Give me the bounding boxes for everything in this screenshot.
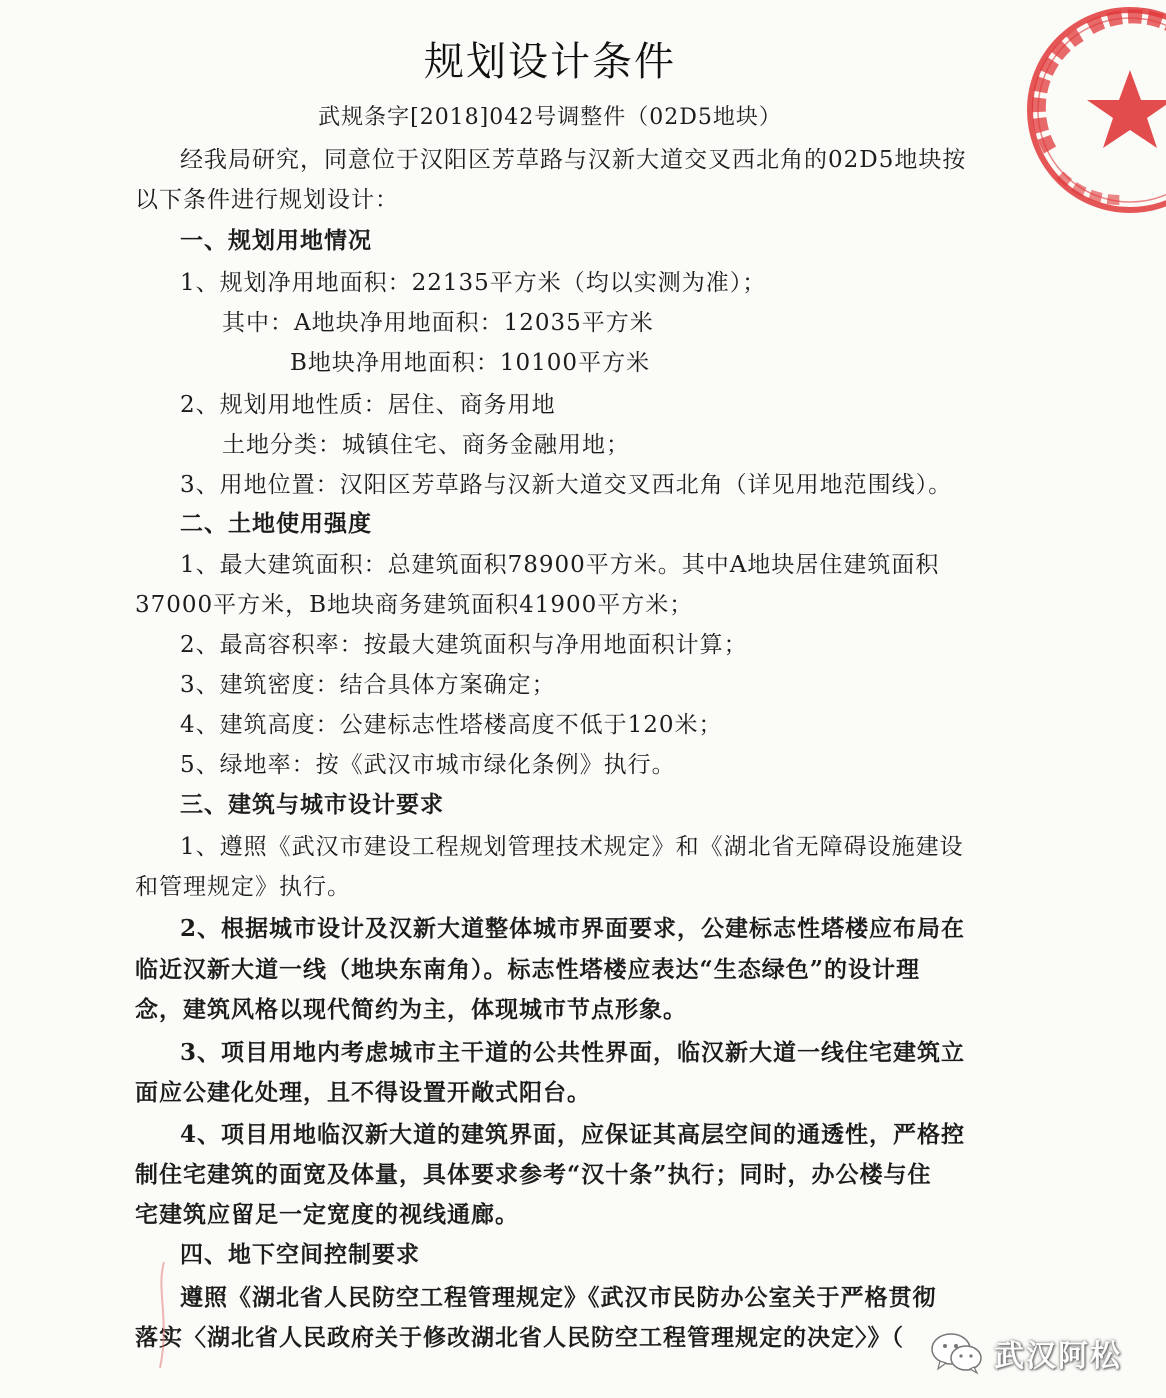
body-line: 4、建筑高度：公建标志性塔楼高度不低于120米； (180, 712, 723, 738)
body-line: 土地分类：城镇住宅、商务金融用地； (222, 432, 630, 458)
body-line: 遵照《湖北省人民防空工程管理规定》《武汉市民防办公室关于严格贯彻 (180, 1284, 937, 1311)
body-line: B地块净用地面积：10100平方米 (290, 350, 651, 376)
body-line: 2、根据城市设计及汉新大道整体城市界面要求，公建标志性塔楼应布局在 (180, 915, 966, 942)
wechat-icon (930, 1331, 984, 1375)
body-line: 和管理规定》执行。 (135, 874, 351, 900)
body-line: 制住宅建筑的面宽及体量，具体要求参考“汉十条”执行；同时，办公楼与住 (135, 1161, 932, 1188)
body-line: 3、项目用地内考虑城市主干道的公共性界面，临汉新大道一线住宅建筑立 (180, 1039, 966, 1066)
body-line: 1、最大建筑面积：总建筑面积78900平方米。其中A地块居住建筑面积 (180, 552, 940, 578)
watermark-text: 武汉阿松 (994, 1338, 1122, 1374)
body-line: 面应公建化处理，且不得设置开敞式阳台。 (135, 1079, 591, 1106)
official-seal-icon (1020, 0, 1166, 220)
body-line: 其中：A地块净用地面积：12035平方米 (222, 310, 654, 336)
section-heading: 二、土地使用强度 (180, 511, 372, 537)
ink-mark-icon (150, 1260, 174, 1370)
body-line: 37000平方米，B地块商务建筑面积41900平方米； (135, 592, 694, 618)
body-line: 2、规划用地性质：居住、商务用地 (180, 392, 556, 418)
body-line: 3、用地位置：汉阳区芳草路与汉新大道交叉西北角（详见用地范围线）。 (180, 472, 953, 498)
watermark (930, 1325, 1160, 1380)
body-line: 念，建筑风格以现代简约为主，体现城市节点形象。 (135, 996, 687, 1023)
body-line: 3、建筑密度：结合具体方案确定； (180, 672, 556, 698)
body-line: 经我局研究，同意位于汉阳区芳草路与汉新大道交叉西北角的02D5地块按 (180, 147, 967, 173)
body-line: 1、遵照《武汉市建设工程规划管理技术规定》和《湖北省无障碍设施建设 (180, 834, 964, 860)
section-heading: 一、规划用地情况 (180, 228, 372, 254)
body-line: 2、最高容积率：按最大建筑面积与净用地面积计算； (180, 632, 748, 658)
body-line: 以下条件进行规划设计： (135, 187, 399, 213)
page-title: 规划设计条件 (424, 39, 676, 85)
section-heading: 四、地下空间控制要求 (180, 1242, 420, 1268)
body-line: 5、绿地率：按《武汉市城市绿化条例》执行。 (180, 752, 676, 778)
body-line: 1、规划净用地面积：22135平方米（均以实测为准）； (180, 270, 767, 296)
body-line: 落实〈湖北省人民政府关于修改湖北省人民防空工程管理规定的决定〉》（ (135, 1324, 904, 1351)
section-heading: 三、建筑与城市设计要求 (180, 792, 444, 818)
body-line: 4、项目用地临汉新大道的建筑界面，应保证其高层空间的通透性，严格控 (180, 1121, 966, 1148)
document-number: 武规条字[2018]042号调整件（02D5地块） (318, 105, 782, 130)
body-line: 临近汉新大道一线（地块东南角）。标志性塔楼应表达“生态绿色”的设计理 (135, 956, 920, 983)
body-line: 宅建筑应留足一定宽度的视线通廊。 (135, 1201, 519, 1228)
